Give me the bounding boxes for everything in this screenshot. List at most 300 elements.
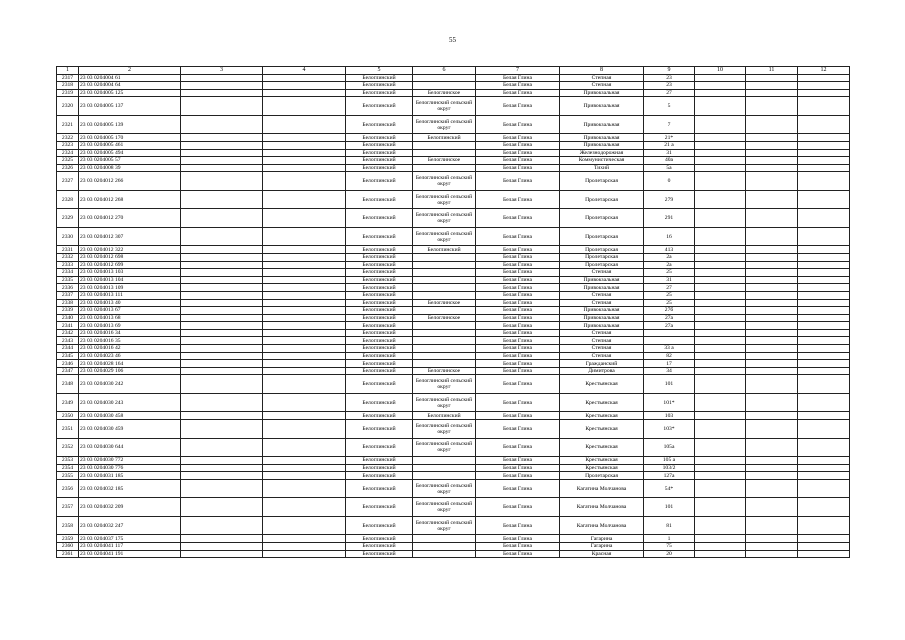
town-cell: Белая Глина: [476, 89, 560, 97]
cell-col11: [746, 360, 798, 368]
district-cell: Белоглинский: [346, 337, 413, 345]
table-row: [57, 141, 850, 149]
row-number: 2352: [57, 438, 79, 457]
cell-col4: [263, 291, 346, 299]
cell-col11: [746, 149, 798, 157]
cell-col11: [746, 420, 798, 439]
cell-col4: [263, 276, 346, 284]
house-cell: 5: [644, 97, 695, 116]
cadastral-number: 23 03 0204032 247: [79, 516, 181, 535]
cell-col10: [695, 345, 746, 353]
cell-col11: [746, 352, 798, 360]
district-cell: Белоглинский: [346, 276, 413, 284]
cell-col12: [798, 269, 850, 277]
town-cell: Белая Глина: [476, 479, 560, 498]
cadastral-number: 23 03 0204005 139: [79, 115, 181, 134]
town-cell: Белая Глина: [476, 314, 560, 322]
cell-col11: [746, 314, 798, 322]
cell-col4: [263, 360, 346, 368]
cell-col4: [263, 246, 346, 254]
cell-col4: [263, 367, 346, 375]
cadastral-number: 23 03 0204013 69: [79, 322, 181, 330]
table-row: [57, 464, 850, 472]
house-cell: 103/2: [644, 464, 695, 472]
cell-col12: [798, 89, 850, 97]
cell-col10: [695, 115, 746, 134]
street-cell: Коммунистическая: [560, 157, 644, 165]
cell-col3: [181, 74, 263, 82]
cadastral-number: 23 03 0204041 117: [79, 542, 181, 550]
table-row: [57, 314, 850, 322]
street-cell: Привокзальная: [560, 276, 644, 284]
cadastral-number: 23 03 0204005 170: [79, 134, 181, 142]
cell-col12: [798, 74, 850, 82]
house-cell: 105а: [644, 438, 695, 457]
cell-col11: [746, 535, 798, 543]
table-row: [57, 535, 850, 543]
cell-col3: [181, 360, 263, 368]
cell-col3: [181, 291, 263, 299]
street-cell: Степная: [560, 299, 644, 307]
district-cell: Белоглинский: [346, 82, 413, 90]
table-row: [57, 134, 850, 142]
cell-col4: [263, 412, 346, 420]
cadastral-number: 23 03 0204030 242: [79, 375, 181, 394]
house-cell: 101: [644, 375, 695, 394]
cell-col10: [695, 134, 746, 142]
header-row: [57, 67, 850, 75]
table-row: [57, 89, 850, 97]
cell-col12: [798, 322, 850, 330]
cadastral-number: 23 03 0204030 644: [79, 438, 181, 457]
table-row: [57, 253, 850, 261]
cell-col3: [181, 299, 263, 307]
table-row: [57, 190, 850, 209]
cadastral-number: 23 03 0204012 307: [79, 227, 181, 246]
cell-col3: [181, 149, 263, 157]
cell-col12: [798, 164, 850, 172]
row-number: 2338: [57, 299, 79, 307]
settlement-cell: [413, 457, 476, 465]
cell-col12: [798, 542, 850, 550]
town-cell: Белая Глина: [476, 190, 560, 209]
house-cell: 21*: [644, 134, 695, 142]
cell-col11: [746, 141, 798, 149]
settlement-cell: Белоглинское: [413, 314, 476, 322]
house-cell: 31: [644, 149, 695, 157]
cadastral-number: 23 03 0204008 39: [79, 164, 181, 172]
town-cell: Белая Глина: [476, 516, 560, 535]
settlement-cell: Белоглинский: [413, 134, 476, 142]
cell-col3: [181, 438, 263, 457]
cell-col10: [695, 352, 746, 360]
cadastral-number: 23 03 0204016 35: [79, 337, 181, 345]
cell-col12: [798, 227, 850, 246]
cell-col10: [695, 97, 746, 116]
district-cell: Белоглинский: [346, 393, 413, 412]
street-cell: Крестьянская: [560, 464, 644, 472]
cell-col12: [798, 172, 850, 191]
row-number: 2354: [57, 464, 79, 472]
cell-col4: [263, 472, 346, 480]
cell-col12: [798, 253, 850, 261]
table-row: [57, 172, 850, 191]
table-row: [57, 479, 850, 498]
district-cell: Белоглинский: [346, 535, 413, 543]
settlement-cell: Белоглинское: [413, 367, 476, 375]
settlement-cell: Белоглинское: [413, 89, 476, 97]
registry-table: [56, 66, 850, 558]
town-cell: Белая Глина: [476, 498, 560, 517]
house-cell: 31: [644, 276, 695, 284]
cell-col11: [746, 375, 798, 394]
house-cell: 25: [644, 291, 695, 299]
cell-col3: [181, 261, 263, 269]
cell-col3: [181, 412, 263, 420]
street-cell: Степная: [560, 352, 644, 360]
cell-col12: [798, 367, 850, 375]
row-number: 2360: [57, 542, 79, 550]
cadastral-number: 23 03 0204013 67: [79, 307, 181, 315]
cell-col4: [263, 314, 346, 322]
row-number: 2332: [57, 253, 79, 261]
cell-col11: [746, 157, 798, 165]
cell-col11: [746, 345, 798, 353]
cell-col4: [263, 115, 346, 134]
column-header: 5: [346, 67, 413, 75]
cell-col11: [746, 74, 798, 82]
district-cell: Белоглинский: [346, 164, 413, 172]
cell-col3: [181, 457, 263, 465]
column-header: 12: [798, 67, 850, 75]
town-cell: Белая Глина: [476, 149, 560, 157]
cell-col12: [798, 115, 850, 134]
street-cell: Степная: [560, 291, 644, 299]
town-cell: Белая Глина: [476, 284, 560, 292]
cell-col3: [181, 367, 263, 375]
district-cell: Белоглинский: [346, 412, 413, 420]
cell-col10: [695, 149, 746, 157]
table-row: [57, 261, 850, 269]
cadastral-number: 23 03 0204037 175: [79, 535, 181, 543]
town-cell: Белая Глина: [476, 535, 560, 543]
town-cell: Белая Глина: [476, 157, 560, 165]
cell-col4: [263, 550, 346, 558]
cell-col11: [746, 479, 798, 498]
town-cell: Белая Глина: [476, 322, 560, 330]
district-cell: Белоглинский: [346, 157, 413, 165]
table-row: [57, 516, 850, 535]
row-number: 2350: [57, 412, 79, 420]
street-cell: Крестьянская: [560, 412, 644, 420]
table-row: [57, 82, 850, 90]
row-number: 2337: [57, 291, 79, 299]
town-cell: Белая Глина: [476, 457, 560, 465]
cell-col10: [695, 261, 746, 269]
settlement-cell: [413, 253, 476, 261]
column-header: 9: [644, 67, 695, 75]
cell-col4: [263, 172, 346, 191]
table-row: [57, 420, 850, 439]
cell-col11: [746, 246, 798, 254]
row-number: 2345: [57, 352, 79, 360]
town-cell: Белая Глина: [476, 550, 560, 558]
town-cell: Белая Глина: [476, 438, 560, 457]
settlement-cell: [413, 149, 476, 157]
cadastral-number: 23 03 0204032 209: [79, 498, 181, 517]
settlement-cell: [413, 550, 476, 558]
street-cell: Красная: [560, 550, 644, 558]
cell-col12: [798, 246, 850, 254]
cell-col11: [746, 97, 798, 116]
cell-col3: [181, 141, 263, 149]
cadastral-number: 23 03 0204012 266: [79, 172, 181, 191]
cadastral-number: 23 03 0204005 125: [79, 89, 181, 97]
cell-col12: [798, 329, 850, 337]
cell-col4: [263, 149, 346, 157]
street-cell: Кагатина Молчанова: [560, 498, 644, 517]
cell-col4: [263, 209, 346, 228]
settlement-cell: [413, 360, 476, 368]
settlement-cell: Белоглинский сельский округ: [413, 172, 476, 191]
cell-col11: [746, 337, 798, 345]
cell-col12: [798, 479, 850, 498]
row-number: 2333: [57, 261, 79, 269]
house-cell: 103: [644, 412, 695, 420]
table-row: [57, 337, 850, 345]
settlement-cell: Белоглинское: [413, 299, 476, 307]
cell-col4: [263, 97, 346, 116]
cell-col10: [695, 89, 746, 97]
cell-col11: [746, 89, 798, 97]
district-cell: Белоглинский: [346, 172, 413, 191]
cell-col3: [181, 314, 263, 322]
cadastral-number: 23 03 0204030 459: [79, 420, 181, 439]
row-number: 2346: [57, 360, 79, 368]
house-cell: 2а: [644, 261, 695, 269]
cell-col10: [695, 253, 746, 261]
street-cell: Пролетарская: [560, 172, 644, 191]
house-cell: 0: [644, 172, 695, 191]
cell-col4: [263, 337, 346, 345]
district-cell: Белоглинский: [346, 253, 413, 261]
cell-col3: [181, 498, 263, 517]
cell-col10: [695, 269, 746, 277]
cell-col11: [746, 227, 798, 246]
cell-col12: [798, 345, 850, 353]
cell-col4: [263, 516, 346, 535]
cell-col12: [798, 352, 850, 360]
cell-col3: [181, 464, 263, 472]
street-cell: Димитрова: [560, 367, 644, 375]
cell-col12: [798, 149, 850, 157]
house-cell: 21 а: [644, 141, 695, 149]
settlement-cell: Белоглинский сельский округ: [413, 115, 476, 134]
cell-col11: [746, 172, 798, 191]
cell-col4: [263, 74, 346, 82]
cell-col3: [181, 276, 263, 284]
street-cell: Кагатина Молчанова: [560, 479, 644, 498]
cadastral-number: 23 03 0204013 111: [79, 291, 181, 299]
district-cell: Белоглинский: [346, 149, 413, 157]
house-cell: 40а: [644, 157, 695, 165]
cell-col4: [263, 352, 346, 360]
table-row: [57, 157, 850, 165]
cell-col11: [746, 412, 798, 420]
cell-col11: [746, 115, 798, 134]
cell-col3: [181, 479, 263, 498]
table-row: [57, 97, 850, 116]
table-row: [57, 498, 850, 517]
row-number: 2334: [57, 269, 79, 277]
district-cell: Белоглинский: [346, 457, 413, 465]
cadastral-number: 23 03 0204016 42: [79, 345, 181, 353]
district-cell: Белоглинский: [346, 227, 413, 246]
town-cell: Белая Глина: [476, 345, 560, 353]
cell-col11: [746, 464, 798, 472]
district-cell: Белоглинский: [346, 209, 413, 228]
cell-col10: [695, 82, 746, 90]
cell-col12: [798, 134, 850, 142]
table-row: [57, 345, 850, 353]
cell-col4: [263, 464, 346, 472]
settlement-cell: [413, 329, 476, 337]
cell-col11: [746, 269, 798, 277]
house-cell: 23: [644, 74, 695, 82]
table-row: [57, 164, 850, 172]
row-number: 2344: [57, 345, 79, 353]
town-cell: Белая Глина: [476, 164, 560, 172]
district-cell: Белоглинский: [346, 246, 413, 254]
town-cell: Белая Глина: [476, 464, 560, 472]
cell-col4: [263, 420, 346, 439]
settlement-cell: [413, 345, 476, 353]
cell-col11: [746, 253, 798, 261]
district-cell: Белоглинский: [346, 97, 413, 116]
settlement-cell: [413, 269, 476, 277]
house-cell: 7: [644, 115, 695, 134]
cell-col3: [181, 542, 263, 550]
district-cell: Белоглинский: [346, 89, 413, 97]
town-cell: Белая Глина: [476, 291, 560, 299]
table-row: [57, 329, 850, 337]
cadastral-number: 23 03 0204030 772: [79, 457, 181, 465]
settlement-cell: Белоглинский сельский округ: [413, 516, 476, 535]
town-cell: Белая Глина: [476, 246, 560, 254]
cell-col10: [695, 498, 746, 517]
row-number: 2359: [57, 535, 79, 543]
cadastral-number: 23 03 0204031 185: [79, 472, 181, 480]
cell-col3: [181, 284, 263, 292]
settlement-cell: [413, 291, 476, 299]
district-cell: Белоглинский: [346, 375, 413, 394]
cell-col3: [181, 89, 263, 97]
cadastral-number: 23 03 0204016 34: [79, 329, 181, 337]
house-cell: [644, 329, 695, 337]
town-cell: Белая Глина: [476, 360, 560, 368]
district-cell: Белоглинский: [346, 141, 413, 149]
cell-col10: [695, 299, 746, 307]
district-cell: Белоглинский: [346, 115, 413, 134]
cell-col11: [746, 550, 798, 558]
town-cell: Белая Глина: [476, 393, 560, 412]
cell-col11: [746, 472, 798, 480]
cell-col3: [181, 472, 263, 480]
house-cell: 279: [644, 190, 695, 209]
cell-col12: [798, 261, 850, 269]
cell-col10: [695, 291, 746, 299]
cadastral-number: 23 03 0204028 164: [79, 360, 181, 368]
cell-col10: [695, 307, 746, 315]
cell-col10: [695, 337, 746, 345]
street-cell: Степная: [560, 269, 644, 277]
settlement-cell: [413, 464, 476, 472]
settlement-cell: [413, 141, 476, 149]
row-number: 2318: [57, 82, 79, 90]
cell-col3: [181, 375, 263, 394]
street-cell: Привокзальная: [560, 141, 644, 149]
town-cell: Белая Глина: [476, 367, 560, 375]
column-header: 8: [560, 67, 644, 75]
street-cell: Крестьянская: [560, 438, 644, 457]
settlement-cell: Белоглинский: [413, 412, 476, 420]
row-number: 2324: [57, 149, 79, 157]
house-cell: 81: [644, 516, 695, 535]
cell-col10: [695, 74, 746, 82]
cell-col11: [746, 209, 798, 228]
cell-col4: [263, 375, 346, 394]
table-row: [57, 322, 850, 330]
cadastral-number: 23 03 0204005 461: [79, 141, 181, 149]
town-cell: Белая Глина: [476, 352, 560, 360]
cell-col4: [263, 134, 346, 142]
row-number: 2325: [57, 157, 79, 165]
cell-col12: [798, 209, 850, 228]
settlement-cell: [413, 82, 476, 90]
cell-col12: [798, 284, 850, 292]
house-cell: 105 а: [644, 457, 695, 465]
cell-col4: [263, 479, 346, 498]
district-cell: Белоглинский: [346, 438, 413, 457]
cell-col10: [695, 420, 746, 439]
town-cell: Белая Глина: [476, 420, 560, 439]
row-number: 2347: [57, 367, 79, 375]
house-cell: 413: [644, 246, 695, 254]
cell-col10: [695, 542, 746, 550]
cell-col12: [798, 393, 850, 412]
town-cell: Белая Глина: [476, 307, 560, 315]
cell-col3: [181, 209, 263, 228]
cell-col12: [798, 299, 850, 307]
district-cell: Белоглинский: [346, 291, 413, 299]
town-cell: Белая Глина: [476, 141, 560, 149]
cell-col10: [695, 535, 746, 543]
cell-col4: [263, 542, 346, 550]
cell-col3: [181, 535, 263, 543]
column-header: 7: [476, 67, 560, 75]
district-cell: Белоглинский: [346, 367, 413, 375]
cadastral-number: 23 03 0204005 494: [79, 149, 181, 157]
cell-col3: [181, 550, 263, 558]
settlement-cell: [413, 542, 476, 550]
row-number: 2357: [57, 498, 79, 517]
table-row: [57, 299, 850, 307]
street-cell: Привокзальная: [560, 97, 644, 116]
cell-col11: [746, 367, 798, 375]
cadastral-number: 23 03 0204012 322: [79, 246, 181, 254]
cell-col10: [695, 227, 746, 246]
settlement-cell: Белоглинский сельский округ: [413, 227, 476, 246]
